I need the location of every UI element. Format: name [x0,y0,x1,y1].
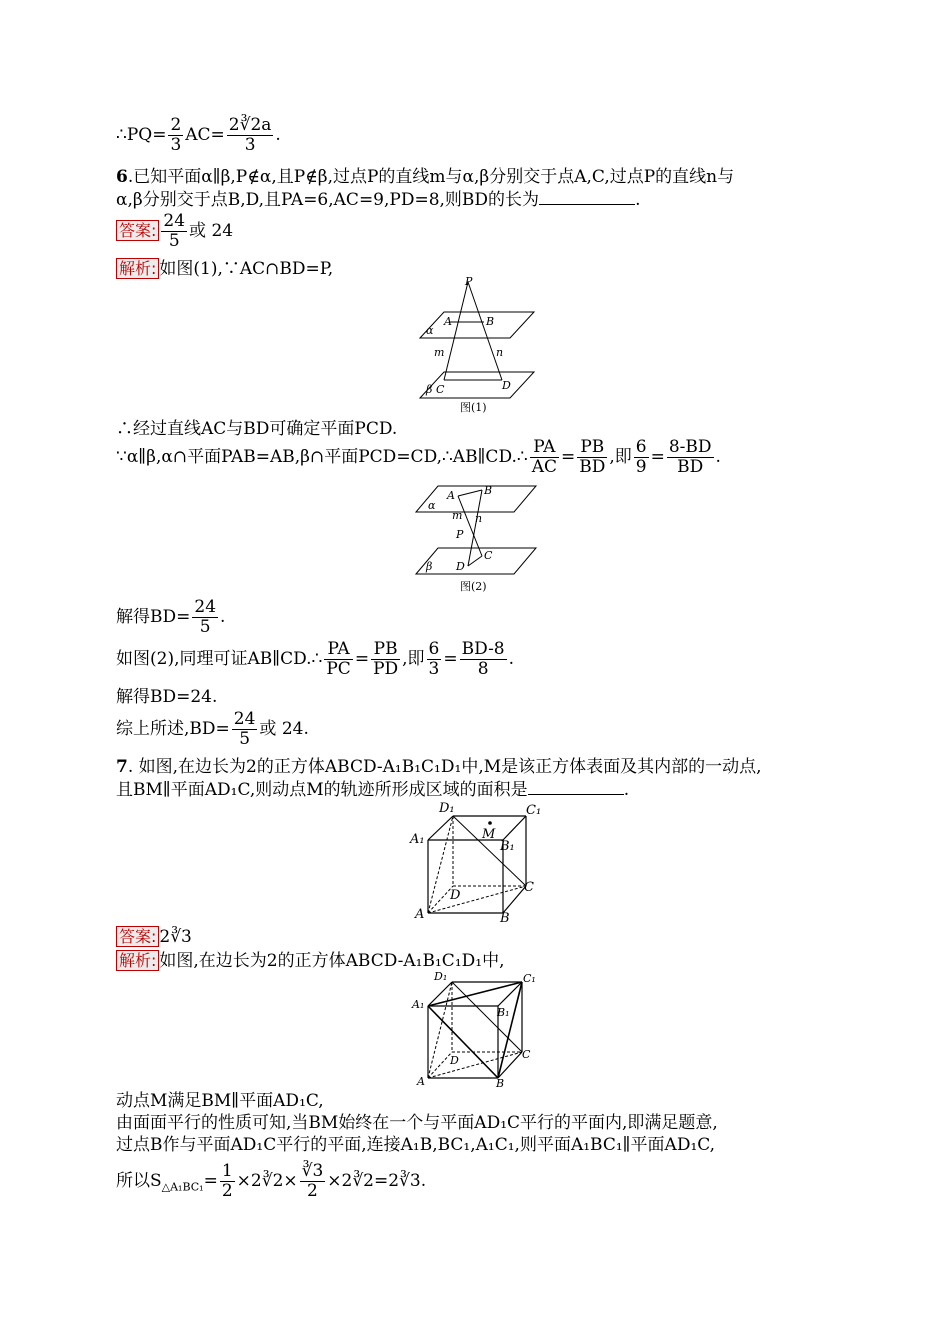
label-A: A [444,315,452,328]
label-alpha: α [428,499,436,512]
solution-7-line-a: 动点M满足BM∥平面AD₁C, [116,1091,324,1111]
label-B1: B₁ [500,839,515,854]
answer-7: 答案: 2∛3 [116,926,192,948]
label-P: P [465,276,473,288]
label-D1: D₁ [434,970,448,983]
answer-blank [539,190,635,205]
solution-7-line-b: 由面面平行的性质可知,当BM始终在一个与平面AD₁C平行的平面内,即满足题意, [116,1113,718,1133]
label-A1: A₁ [410,832,425,847]
fraction: $\frac{PA}{PC}$ [326,639,351,679]
label-M: M [482,827,496,842]
cube-figure-solution [410,970,540,1092]
label-D: D [450,888,461,903]
fraction: $\frac{6}{3}$ [428,639,440,679]
figure-1-diagram [414,276,539,416]
fraction: $\frac{24}{5}$ [163,211,186,251]
label-D1: D₁ [439,801,455,816]
label-P: P [456,528,464,541]
label-D: D [456,560,465,573]
label-beta: β [426,383,433,396]
label-D: D [450,1054,459,1067]
label-B: B [500,911,510,926]
label-B1: B₁ [497,1006,510,1019]
fraction: $\frac{PB}{PD}$ [373,639,399,679]
label-C: C [524,880,534,895]
pq-result-line: ∴PQ= $\frac{2}{3}$ AC= $\frac{2∛2a}{3}$ . [116,115,281,155]
cube-figure-question [408,798,548,926]
solution-7-line-c: 过点B作与平面AD₁C平行的平面,连接A₁B,BC₁,A₁C₁,则平面A₁BC₁∥平面AD₁C, [116,1135,716,1155]
fraction: $\frac{∛3}{2}$ [301,1161,324,1201]
solution-7-line-d: 所以$S_{\triangle A_1BC_1}=$ $\frac{1}{2}$ ×2∛2× $\frac{∛3}{2}$ ×2∛2=2∛3. [116,1161,427,1201]
label-B: B [484,484,493,497]
fraction: $\frac{24}{5}$ [233,709,256,749]
label-C: C [436,383,445,396]
label-A: A [415,907,425,922]
label-n: n [475,512,483,525]
label-C: C [484,549,493,562]
solution-7-start: 解析: 如图,在边长为2的正方体ABCD-A₁B₁C₁D₁中, [116,950,504,972]
question-6-line-1: 6.已知平面α∥β,P∉α,且P∉β,过点P的直线m与α,β分别交于点A,C,过点P的直线n与 [116,167,735,187]
label-alpha: α [426,324,434,337]
figure-2-caption: 图(2) [460,580,487,593]
fraction: $\frac{8-BD}{BD}$ [668,437,712,477]
label-B: B [496,1077,505,1090]
label-A: A [417,1075,425,1088]
fraction: $\frac{BD-8}{8}$ [461,639,505,679]
solution-6-line-d: 如图(2),同理可证AB∥CD.∴ $\frac{PA}{PC}$ = $\frac{PB}{PD}$ ,即 $\frac{6}{3}$ = $\frac{BD-8}{8}$ . [116,639,515,679]
label-C: C [522,1048,531,1061]
answer-tag: 答案: [116,220,159,241]
question-7-line-1: 7. 如图,在边长为2的正方体ABCD-A₁B₁C₁D₁中,M是该正方体表面及其内部的一动点, [116,757,762,777]
label-beta: β [426,560,433,573]
label-A: A [447,489,455,502]
fraction: $\frac{PA}{AC}$ [531,437,557,477]
solution-6-line-f: 综上所述,BD= $\frac{24}{5}$ 或 24. [116,709,309,749]
fraction: $\frac{6}{9}$ [635,437,647,477]
solution-tag: 解析: [116,258,159,279]
solution-6-line-b: ∵α∥β,α∩平面PAB=AB,β∩平面PCD=CD,∴AB∥CD.∴ $\frac{PA}{AC}$ = $\frac{PB}{BD}$ ,即 $\frac{6}{9}$ = $\frac{8-BD}{BD}$ . [116,437,721,477]
label-D: D [502,379,511,392]
label-m: m [452,509,463,522]
question-7-line-2: 且BM∥平面AD₁C,则动点M的轨迹所形成区域的面积是 . [116,780,630,800]
solution-6-start: 解析: 如图(1),∵AC∩BD=P, [116,258,333,280]
solution-tag: 解析: [116,950,159,971]
label-m: m [434,346,445,359]
answer-blank [528,780,624,795]
label-C1: C₁ [526,803,542,818]
figure-1-caption: 图(1) [460,401,487,414]
solution-6-line-e: 解得BD=24. [116,687,218,707]
figure-2-diagram [410,482,540,594]
solution-6-line-c: 解得BD= $\frac{24}{5}$ . [116,597,226,637]
answer-tag: 答案: [116,926,159,947]
fraction: $\frac{PB}{BD}$ [579,437,606,477]
fraction: $\frac{24}{5}$ [194,597,217,637]
fraction: $\frac{1}{2}$ [221,1161,233,1201]
question-6-line-2: α,β分别交于点B,D,且PA=6,AC=9,PD=8,则BD的长为 . [116,190,641,210]
label-C1: C₁ [523,972,536,985]
solution-6-line-a: ∴经过直线AC与BD可确定平面PCD. [116,419,398,439]
label-A1: A₁ [412,998,425,1011]
fraction: $\frac{2∛2a}{3}$ [228,115,272,155]
answer-6: 答案: $\frac{24}{5}$ 或 24 [116,212,233,251]
label-B: B [486,315,495,328]
label-n: n [496,346,504,359]
fraction: $\frac{2}{3}$ [170,115,182,155]
